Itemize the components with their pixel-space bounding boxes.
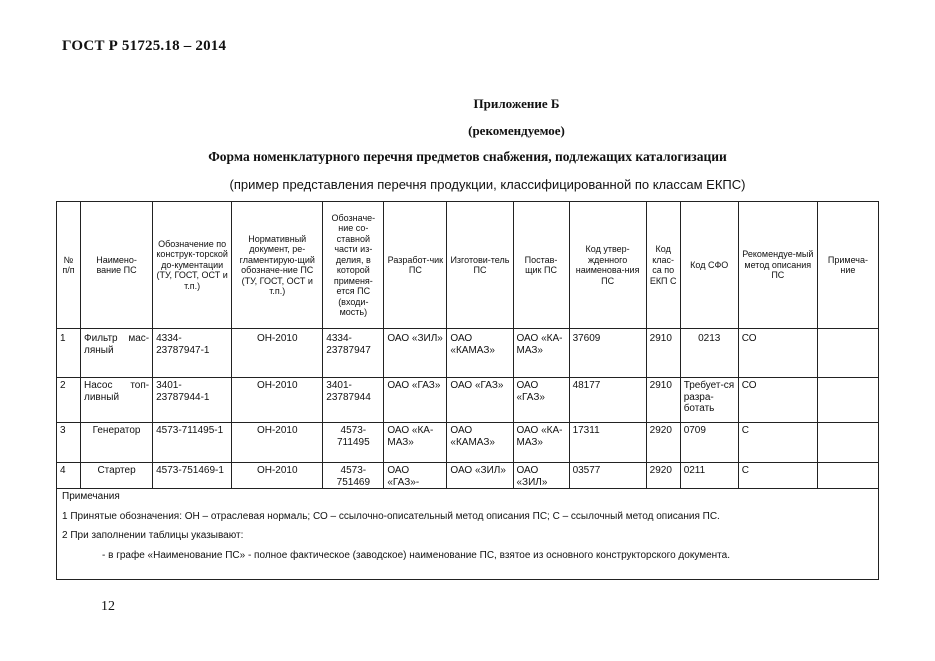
header-cell-component: Обозначе-ние со-ставной части из-делия, в которой применя-ется ПС (входи-мость) [323,202,384,329]
cell-number: 3 [57,423,81,463]
cell-class-code: 2910 [646,329,680,378]
header-cell-designation: Обозначение по конструк-торской до-кументации (ТУ, ГОСТ, ОСТ и т.п.) [153,202,232,329]
cell-number: 4 [57,463,81,489]
cell-supplier: ОАО «ГАЗ» [513,378,569,423]
header-cell-approved-name-code: Код утвер-жденного наименова-ния ПС [569,202,646,329]
header-cell-class-code: Код клас-са по ЕКП С [646,202,680,329]
cell-name: Насос топ-ливный [81,378,153,423]
cell-class-code: 2910 [646,378,680,423]
notes-row [57,489,879,580]
cell-name: Стартер [81,463,153,489]
notes-cell [57,489,879,580]
cell-developer: ОАО «ЗИЛ» [384,329,447,378]
notes-title: Примечания [62,491,120,502]
header-cell-name: Наимено-вание ПС [81,202,153,329]
cell-component: 3401-23787944 [323,378,384,423]
table-row [57,463,879,489]
header-cell-supplier: Постав-щик ПС [513,202,569,329]
header-cell-normative-doc: Нормативный документ, ре-гламентирую-щий обозначе-ние ПС (ТУ, ГОСТ, ОСТ и т.п.) [232,202,323,329]
cell-sfo-code: 0709 [680,423,738,463]
header-cell-note: Примеча-ние [817,202,878,329]
cell-name: Генератор [81,423,153,463]
note-2: 2 При заполнении таблицы указывают: [62,530,244,541]
cell-designation: 4573-711495-1 [153,423,232,463]
cell-approved-name-code: 37609 [569,329,646,378]
nomenclature-table [56,201,879,580]
table-row [57,329,879,378]
cell-approved-name-code: 48177 [569,378,646,423]
cell-supplier: ОАО «КА-МАЗ» [513,329,569,378]
cell-class-code: 2920 [646,423,680,463]
cell-approved-name-code: 17311 [569,423,646,463]
cell-note [817,463,878,489]
cell-method: СО [738,378,817,423]
cell-developer: ОАО «ГАЗ»- [384,463,447,489]
cell-number: 2 [57,378,81,423]
cell-developer: ОАО «КА-МАЗ» [384,423,447,463]
appendix-title: Приложение Б [473,96,560,111]
cell-number: 1 [57,329,81,378]
cell-note [817,329,878,378]
cell-name: Фильтр мас-ляный [81,329,153,378]
cell-normative-doc: ОН-2010 [232,378,323,423]
cell-manufacturer: ОАО «ЗИЛ» [447,463,513,489]
form-title: Форма номенклатурного перечня предметов снабжения, подлежащих каталогизации [208,149,727,164]
cell-designation: 4334-23787947-1 [153,329,232,378]
page-number: 12 [101,599,115,614]
cell-component: 4573-711495 [323,423,384,463]
table-header-row [57,202,879,329]
note-2-item: - в графе «Наименование ПС» - полное фактическое (заводское) наименование ПС, взятое из основного конструкторского документа. [102,549,730,561]
example-note: (пример представления перечня продукции, классифицированной по классам ЕКПС) [229,177,746,192]
header-cell-manufacturer: Изготови-тель ПС [447,202,513,329]
cell-method: С [738,463,817,489]
cell-supplier: ОАО «ЗИЛ» [513,463,569,489]
cell-normative-doc: ОН-2010 [232,463,323,489]
cell-manufacturer: ОАО «КАМАЗ» [447,423,513,463]
cell-normative-doc: ОН-2010 [232,329,323,378]
cell-supplier: ОАО «КА-МАЗ» [513,423,569,463]
cell-note [817,378,878,423]
note-1: 1 Принятые обозначения: ОН – отраслевая нормаль; СО – ссылочно-описательный метод описания ПС; С – ссылочный метод описания ПС. [62,510,720,522]
cell-note [817,423,878,463]
cell-component: 4573-751469 [323,463,384,489]
cell-sfo-code: 0213 [680,329,738,378]
cell-component: 4334-23787947 [323,329,384,378]
table-row [57,423,879,463]
cell-manufacturer: ОАО «КАМАЗ» [447,329,513,378]
cell-designation: 3401-23787944-1 [153,378,232,423]
appendix-subtitle: (рекомендуемое) [468,123,565,138]
cell-approved-name-code: 03577 [569,463,646,489]
cell-sfo-code: Требует-ся разра-ботать [680,378,738,423]
header-cell-developer: Разработ-чик ПС [384,202,447,329]
cell-manufacturer: ОАО «ГАЗ» [447,378,513,423]
header-cell-method: Рекомендуе-мый метод описания ПС [738,202,817,329]
cell-sfo-code: 0211 [680,463,738,489]
header-cell-sfo-code: Код СФО [680,202,738,329]
cell-method: С [738,423,817,463]
header-cell-number: № п/п [57,202,81,329]
cell-designation: 4573-751469-1 [153,463,232,489]
document-code: ГОСТ Р 51725.18 – 2014 [62,38,227,54]
cell-method: СО [738,329,817,378]
cell-class-code: 2920 [646,463,680,489]
table-row [57,378,879,423]
cell-developer: ОАО «ГАЗ» [384,378,447,423]
cell-normative-doc: ОН-2010 [232,423,323,463]
